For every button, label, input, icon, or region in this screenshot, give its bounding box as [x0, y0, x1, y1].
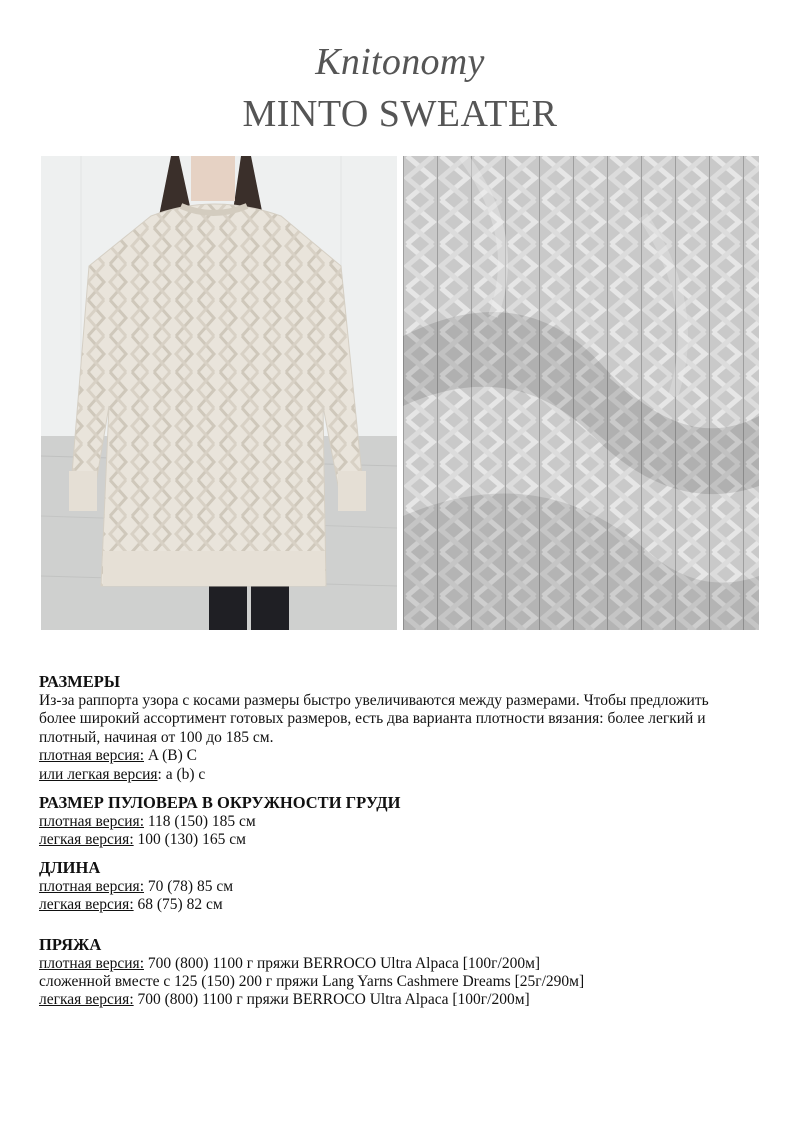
- chest-heading: РАЗМЕР ПУЛОВЕРА В ОКРУЖНОСТИ ГРУДИ: [39, 793, 401, 813]
- dense-value: 118 (150) 185 см: [144, 813, 256, 831]
- knit-texture-illustration: [403, 156, 759, 630]
- length-dense-row: [39, 878, 769, 896]
- sizes-intro-line-2: более широкий ассортимент готовых размеров, есть два варианта плотности вязания: более легкий и: [39, 710, 706, 728]
- dense-label: плотная версия:: [39, 954, 144, 972]
- brand-name: Knitonomy: [315, 41, 485, 83]
- sizes-intro-line-3: плотный, начиная от 100 до 185 см.: [39, 728, 274, 746]
- light-label: легкая версия:: [39, 831, 134, 849]
- dense-label: плотная версия:: [39, 877, 144, 895]
- yarn-combined-row: сложенной вместе с 125 (150) 200 г пряжи Lang Yarns Cashmere Dreams [25г/290м]: [39, 973, 585, 991]
- light-label: легкая версия:: [39, 991, 134, 1009]
- yarn-heading: ПРЯЖА: [39, 934, 102, 954]
- sizes-section: [39, 672, 769, 784]
- model-photo: [41, 156, 397, 630]
- length-light-row: [39, 896, 769, 914]
- light-label: легкая версия:: [39, 896, 134, 914]
- light-value: 68 (75) 82 см: [133, 896, 223, 914]
- sizes-intro-line-1: Из-за раппорта узора с косами размеры быстро увеличиваются между размерами. Чтобы предложить: [39, 692, 709, 709]
- chest-section: [39, 793, 769, 850]
- pattern-details: [39, 672, 769, 1010]
- sizes-light-row: [39, 766, 769, 784]
- light-value: 700 (800) 1100 г пряжи BERROCO Ultra Alpaca [100г/200м]: [133, 991, 530, 1009]
- light-label: или легкая версия: [39, 765, 158, 783]
- yarn-dense-row: [39, 955, 769, 973]
- light-value: : a (b) c: [157, 765, 206, 783]
- sizes-dense-row: [39, 747, 769, 765]
- dense-value: 70 (78) 85 см: [144, 877, 234, 895]
- dense-value: 700 (800) 1100 г пряжи BERROCO Ultra Alpaca [100г/200м]: [144, 954, 541, 972]
- yarn-section: [39, 935, 769, 1010]
- texture-photo: [403, 156, 759, 630]
- dense-label: плотная версия:: [39, 813, 144, 831]
- dense-label: плотная версия:: [39, 747, 144, 765]
- length-heading: ДЛИНА: [39, 857, 101, 877]
- yarn-light-row: [39, 991, 769, 1009]
- chest-light-row: [39, 831, 769, 849]
- pattern-title: MINTO SWEATER: [242, 93, 558, 135]
- chest-dense-row: [39, 813, 769, 831]
- model-illustration: [41, 156, 397, 630]
- length-section: [39, 858, 769, 915]
- dense-value: A (B) C: [144, 747, 197, 765]
- light-value: 100 (130) 165 см: [133, 831, 246, 849]
- sizes-heading: РАЗМЕРЫ: [39, 672, 121, 691]
